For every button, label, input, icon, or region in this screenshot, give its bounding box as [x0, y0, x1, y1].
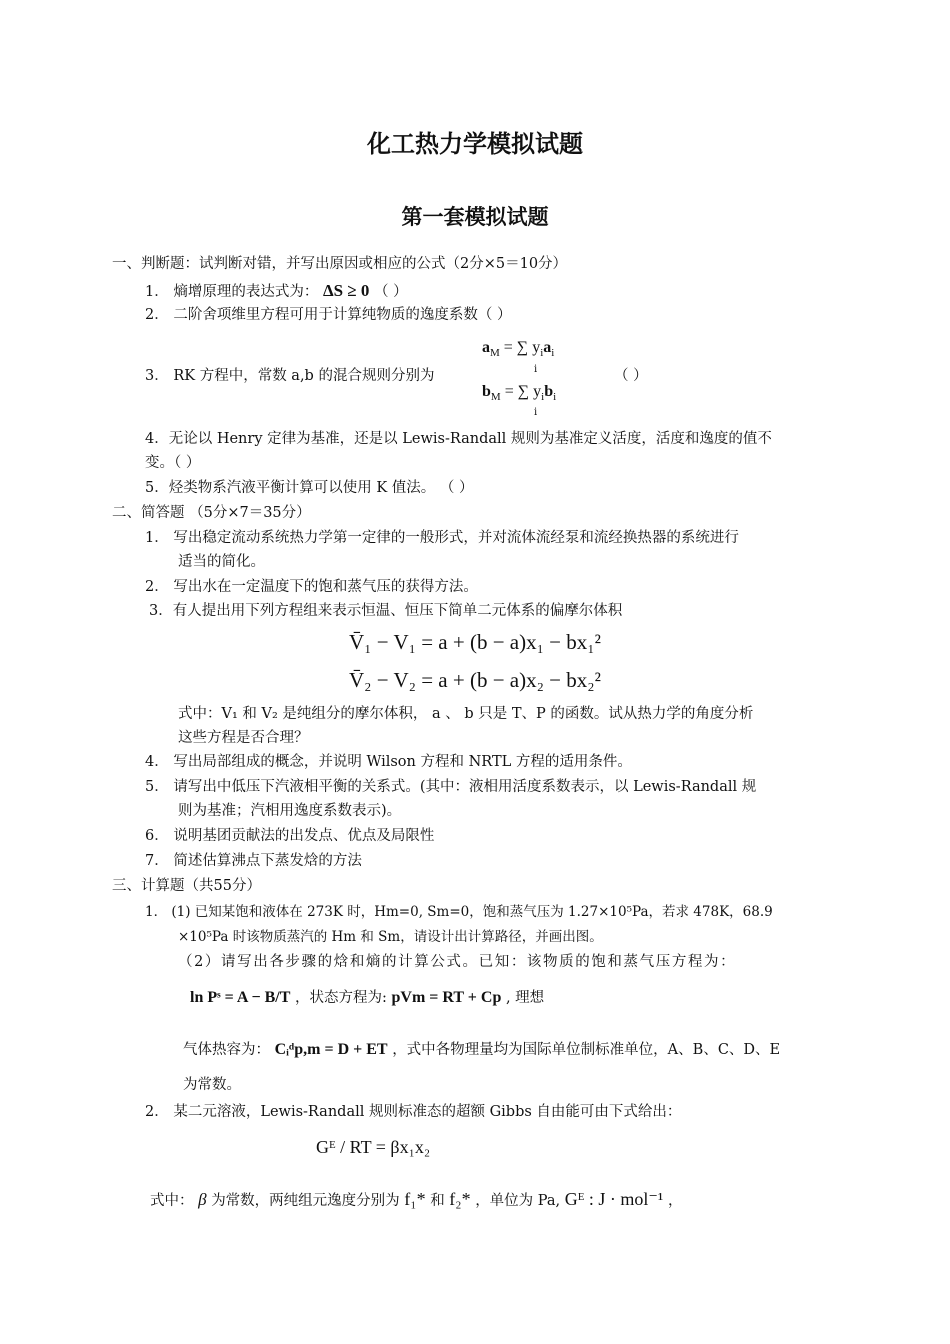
s2-q5-line2: 则为基准；汽相用逸度系数表示)。 — [178, 803, 402, 819]
s3-q2-f1: f₁* — [404, 1189, 426, 1209]
s3-cp-eq: Cᵢᵈp,m = D + ET — [274, 1041, 388, 1058]
s1-q3-eq-a-sub: M — [490, 347, 500, 359]
s3-q2-ge-unit: Gᴱ : J · mol⁻¹ — [564, 1189, 664, 1209]
s1-q1-text: 1． 熵增原理的表达式为： — [145, 284, 319, 300]
document-title: 化工热力学模拟试题 — [367, 129, 583, 158]
s1-q3-eq-b-sub: M — [490, 391, 501, 403]
section-1-heading: 一、判断题：试判断对错，并写出原因或相应的公式（2分×5＝10分） — [112, 256, 568, 272]
s3-cp-post: ，式中各物理量均为国际单位制标准单位，A、B、C、D、E — [392, 1042, 781, 1058]
s1-q3-eq-b-tail: b — [544, 383, 554, 400]
s3-cp-pre: 气体热容为： — [183, 1042, 270, 1058]
s3-q1-line2: ×10⁵Pa 时该物质蒸汽的 Hm 和 Sm，请设计出计算路径，并画出图。 — [178, 929, 603, 945]
s3-q2-unit: ，单位为 Pa, — [475, 1193, 561, 1209]
s1-q3-eq-a-rhs: = ∑ y — [503, 339, 541, 356]
s2-q1-line2: 适当的简化。 — [178, 554, 265, 570]
s1-q3-eq-a — [482, 339, 554, 359]
s2-q3-note-line1: 式中：V₁ 和 V₂ 是纯组分的摩尔体积， a 、 b 只是 T、P 的函数。试从热力学的角度分析 — [178, 706, 754, 722]
s1-q3: 3． RK 方程中，常数 a,b 的混合规则分别为 — [145, 368, 435, 384]
document-subtitle: 第一套模拟试题 — [401, 204, 549, 229]
s3-ge-eq: Gᴱ / RT = βx₁x₂ — [316, 1137, 431, 1157]
section-3-heading: 三、计算题（共55分） — [112, 878, 261, 894]
s1-q3-eq-a-tail-i: i — [551, 347, 555, 359]
section-2-heading: 二、简答题 （5分×7＝35分） — [112, 505, 311, 521]
s1-q1 — [145, 281, 408, 302]
s3-eq-state: pVm = RT + Cp — [391, 989, 502, 1006]
s2-q4: 4． 写出局部组成的概念，并说明 Wilson 方程和 NRTL 方程的适用条件。 — [145, 754, 632, 770]
s1-q4-line1: 4．无论以 Henry 定律为基准，还是以 Lewis-Randall 规则为基准定义活度，活度和逸度的值不 — [145, 431, 772, 447]
s2-q2: 2． 写出水在一定温度下的饱和蒸气压的获得方法。 — [145, 579, 478, 595]
s1-q4-line2: 变。（ ） — [145, 455, 201, 471]
s1-q3-eq-b-i: i — [541, 391, 545, 403]
s1-q1-blank: （ ） — [374, 284, 408, 300]
s1-q3-eq-a-sum-index: i — [534, 364, 538, 375]
s3-q2-and: 和 — [430, 1193, 445, 1209]
s2-q6: 6． 说明基团贡献法的出发点、优点及局限性 — [145, 828, 435, 844]
s3-q2: 2． 某二元溶液，Lewis-Randall 规则标准态的超额 Gibbs 自由能可由下式给出： — [145, 1104, 682, 1120]
s3-q1-line1: 1． (1) 已知某饱和液体在 273K 时，Hm=0, Sm=0，饱和蒸气压为 1.27×10⁵Pa，若求 478K，68.9 — [145, 904, 773, 920]
s1-q3-eq-b — [482, 383, 556, 403]
s1-q5: 5．烃类物系汽液平衡计算可以使用 K 值法。 （ ） — [145, 480, 474, 496]
s1-q3-eq-b-tail-i: i — [553, 391, 557, 403]
s1-q3-eq-a-lhs: a — [482, 339, 490, 356]
s2-q3-note-line2: 这些方程是否合理？ — [178, 730, 309, 746]
s3-cp-line2: 为常数。 — [183, 1077, 241, 1093]
s3-eq-state-post: , 理想 — [505, 990, 545, 1006]
s2-q5-line1: 5． 请写出中低压下汽液相平衡的关系式。(其中：液相用活度系数表示，以 Lewis-Randall 规 — [145, 779, 757, 795]
s3-eq-lnp: ln Pˢ = A − B/T — [190, 989, 291, 1006]
s2-q1-line1: 1． 写出稳定流动系统热力学第一定律的一般形式，并对流体流经泵和流经换热器的系统进行 — [145, 530, 739, 546]
s3-q2-end: ， — [667, 1193, 683, 1209]
s2-eq2: V̄₂ − V₂ = a + (b − a)x₂ − bx₂² — [349, 668, 601, 692]
s3-q2-note-mid: 为常数，两纯组元逸度分别为 — [211, 1193, 400, 1209]
s1-q3-eq-a-i: i — [540, 347, 544, 359]
s3-q2-f2: f₂* — [449, 1189, 471, 1209]
s2-q7: 7． 简述估算沸点下蒸发焓的方法 — [145, 853, 362, 869]
s1-q3-eq-b-sum-index: i — [534, 407, 538, 418]
s1-q1-formula: ΔS ≥ 0 — [322, 281, 370, 300]
s1-q3-eq-a-tail: a — [543, 339, 552, 356]
s2-q3: 3．有人提出用下列方程组来表示恒温、恒压下简单二元体系的偏摩尔体积 — [149, 603, 623, 619]
s3-cp-row — [183, 1040, 780, 1060]
s3-q2-note-beta: β — [198, 1190, 207, 1209]
s1-q3-eq-b-lhs: b — [482, 383, 491, 400]
s3-q2-note — [150, 1189, 682, 1211]
s3-q1-line3: （2）请写出各步骤的焓和熵的计算公式。已知：该物质的饱和蒸气压方程为： — [178, 954, 737, 970]
s2-eq1: V̄₁ − V₁ = a + (b − a)x₁ − bx₁² — [349, 630, 601, 654]
s3-eq-state-pre: ，状态方程为: — [295, 990, 387, 1006]
s1-q3-eq-b-rhs: = ∑ y — [504, 383, 542, 400]
s3-lnp-row — [190, 988, 544, 1008]
s1-q2: 2． 二阶舍项维里方程可用于计算纯物质的逸度系数（ ） — [145, 307, 512, 323]
s3-q2-note-pre: 式中： — [150, 1193, 194, 1209]
s1-q3-blank: （ ） — [614, 368, 648, 384]
